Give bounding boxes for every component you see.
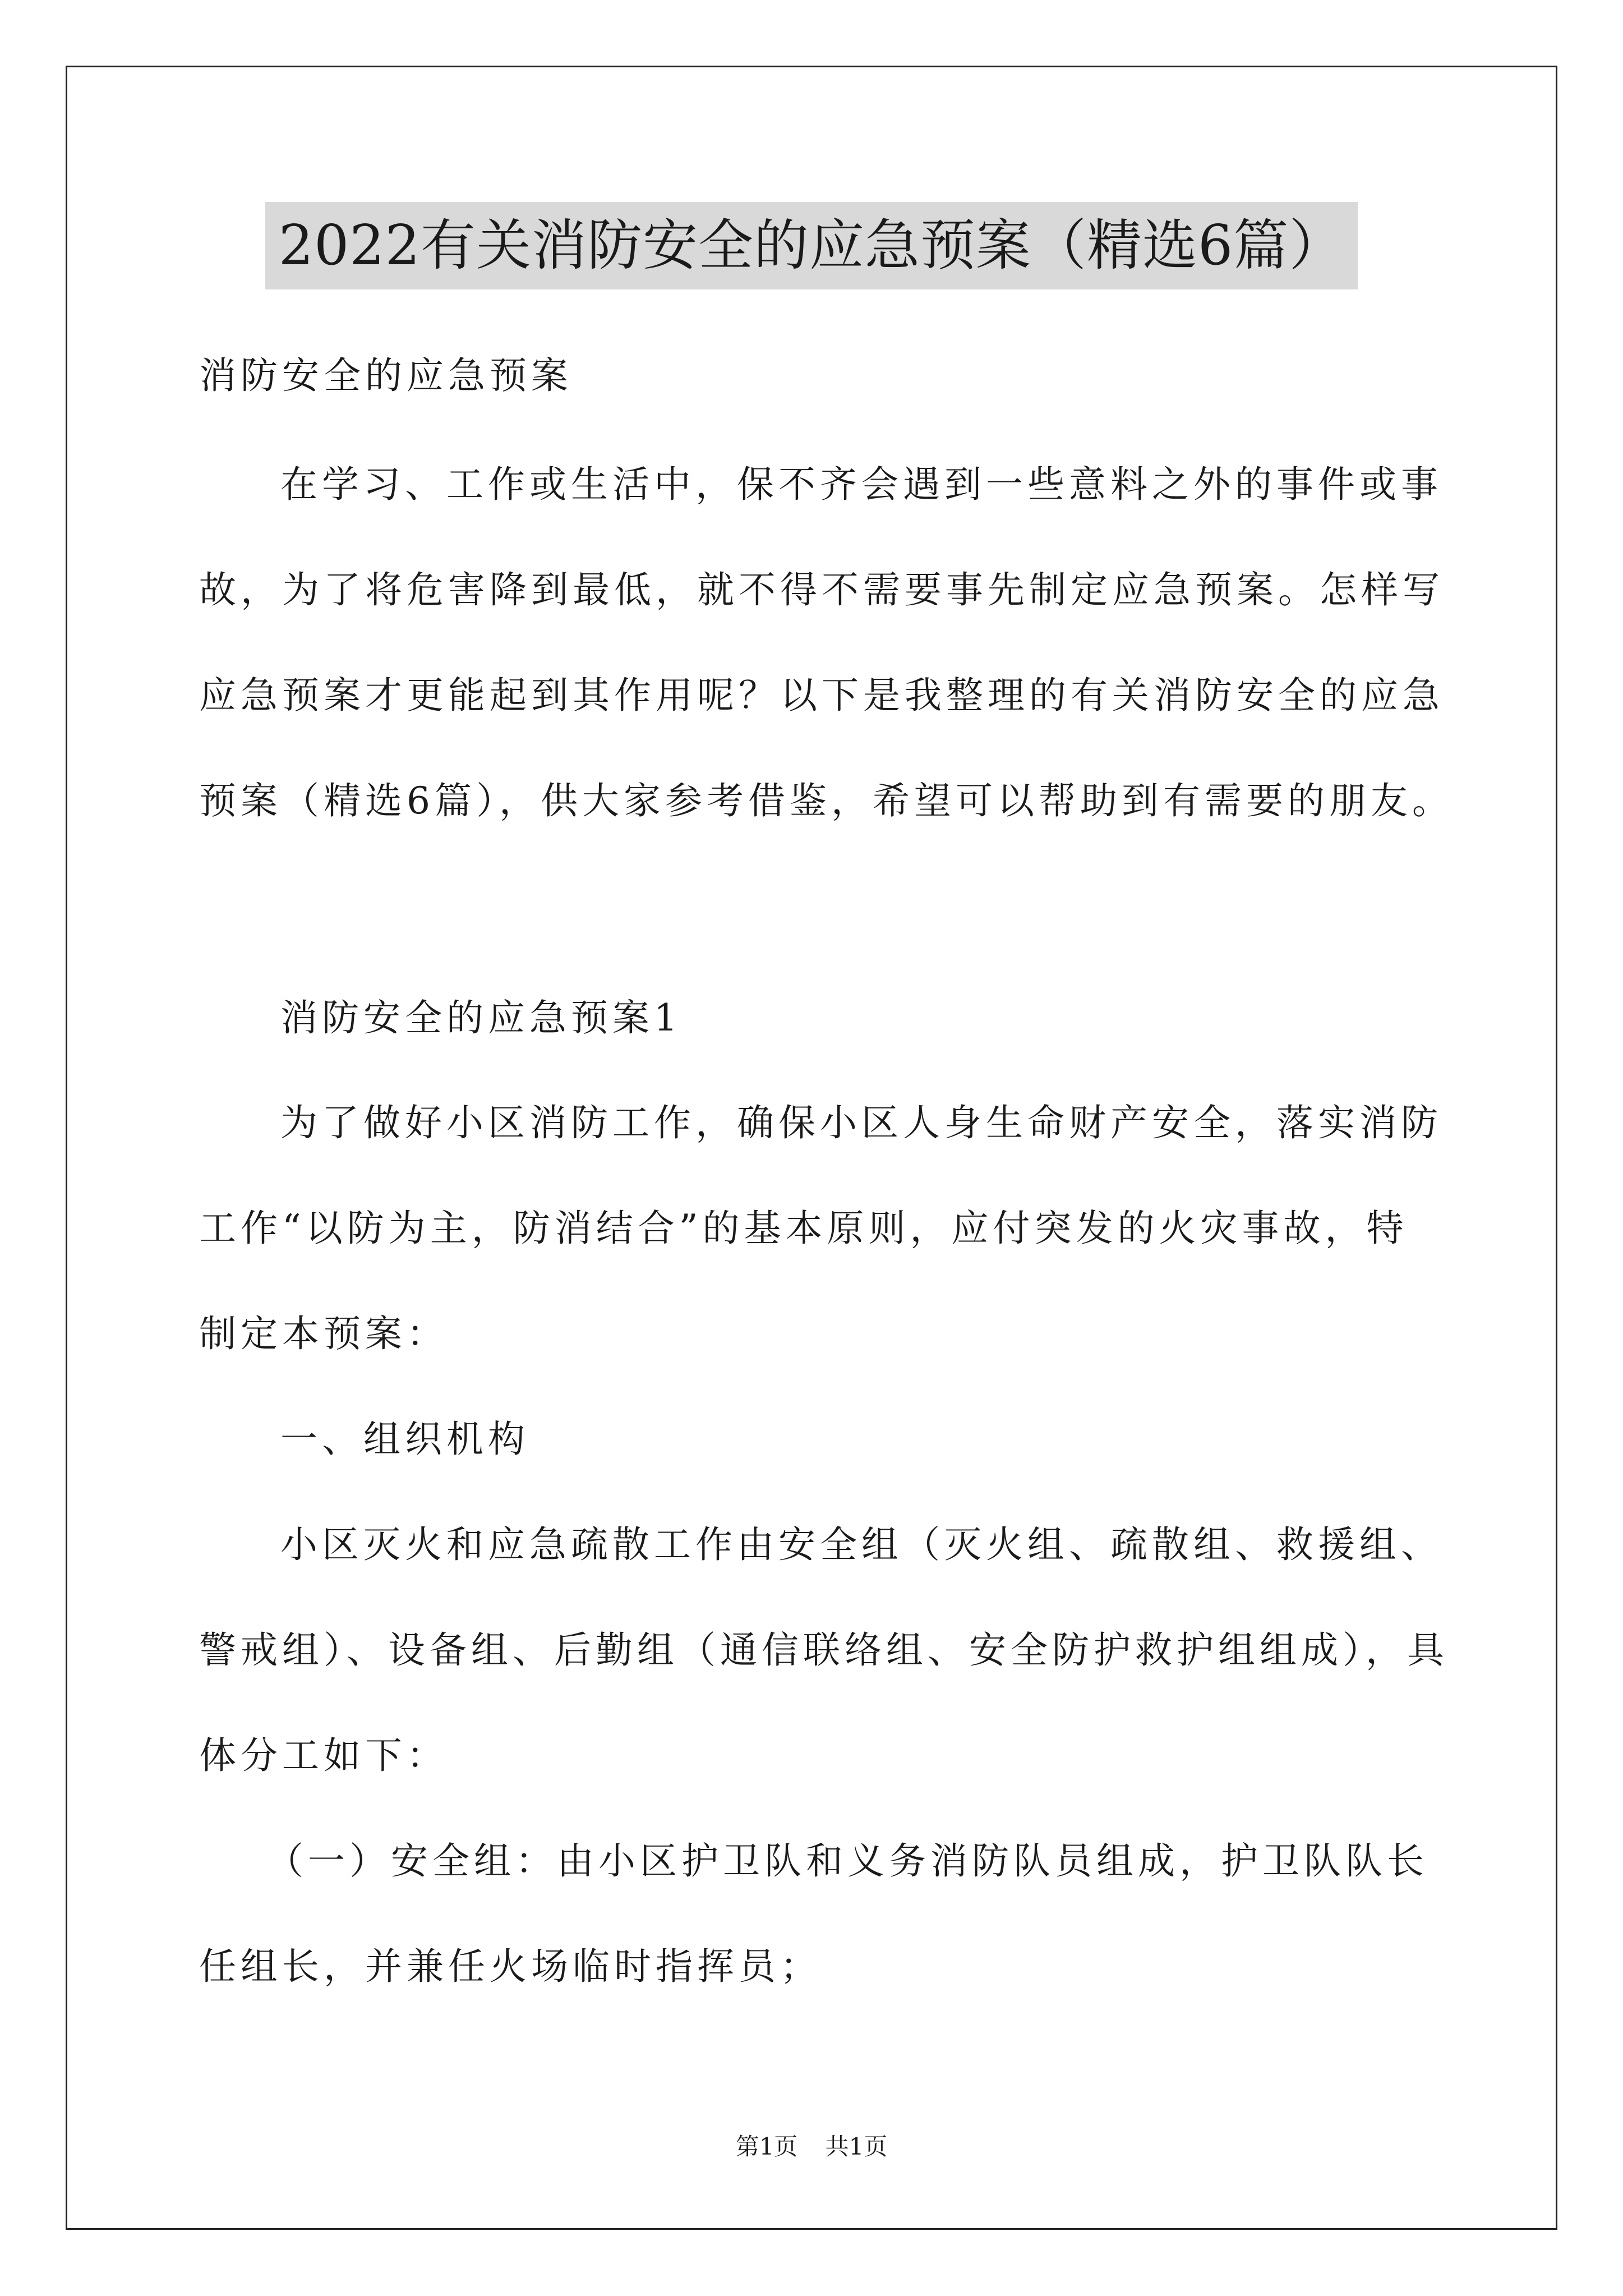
paragraph-line: 工作“以防为主，防消结合”的基本原则，应付突发的火灾事故，特 bbox=[199, 1207, 1408, 1250]
paragraph-line: 为了做好小区消防工作，确保小区人身生命财产安全，落实消防 bbox=[280, 1101, 1442, 1144]
section-heading: 消防安全的应急预案1 bbox=[280, 996, 682, 1039]
paragraph-line: 制定本预案： bbox=[199, 1312, 448, 1355]
paragraph-line: （一）安全组：由小区护卫队和义务消防队员组成，护卫队队长 bbox=[266, 1839, 1428, 1883]
paragraph-line: 体分工如下： bbox=[199, 1734, 448, 1777]
page-number: 第1页 bbox=[735, 2133, 798, 2160]
title-container bbox=[0, 202, 1623, 289]
paragraph-line: 故，为了将危害降到最低，就不得不需要事先制定应急预案。怎样写 bbox=[199, 568, 1444, 611]
paragraph-line: 小区灭火和应急疏散工作由安全组（灭火组、疏散组、救援组、 bbox=[280, 1523, 1442, 1566]
paragraph-line: 应急预案才更能起到其作用呢？以下是我整理的有关消防安全的应急 bbox=[199, 674, 1444, 717]
page-footer bbox=[0, 2133, 1623, 2161]
section-heading: 一、组织机构 bbox=[280, 1418, 529, 1461]
document-title: 2022有关消防安全的应急预案（精选6篇） bbox=[265, 202, 1358, 289]
paragraph-line: 警戒组）、设备组、后勤组（通信联络组、安全防护救护组组成），具 bbox=[199, 1628, 1449, 1672]
page-count: 共1页 bbox=[825, 2133, 888, 2160]
paragraph-line: 预案（精选6篇），供大家参考借鉴，希望可以帮助到有需要的朋友。 bbox=[199, 779, 1454, 822]
paragraph-line: 在学习、工作或生活中，保不齐会遇到一些意料之外的事件或事 bbox=[280, 463, 1442, 506]
paragraph-line: 任组长，并兼任火场临时指挥员； bbox=[199, 1945, 822, 1988]
section-heading: 消防安全的应急预案 bbox=[199, 354, 573, 397]
